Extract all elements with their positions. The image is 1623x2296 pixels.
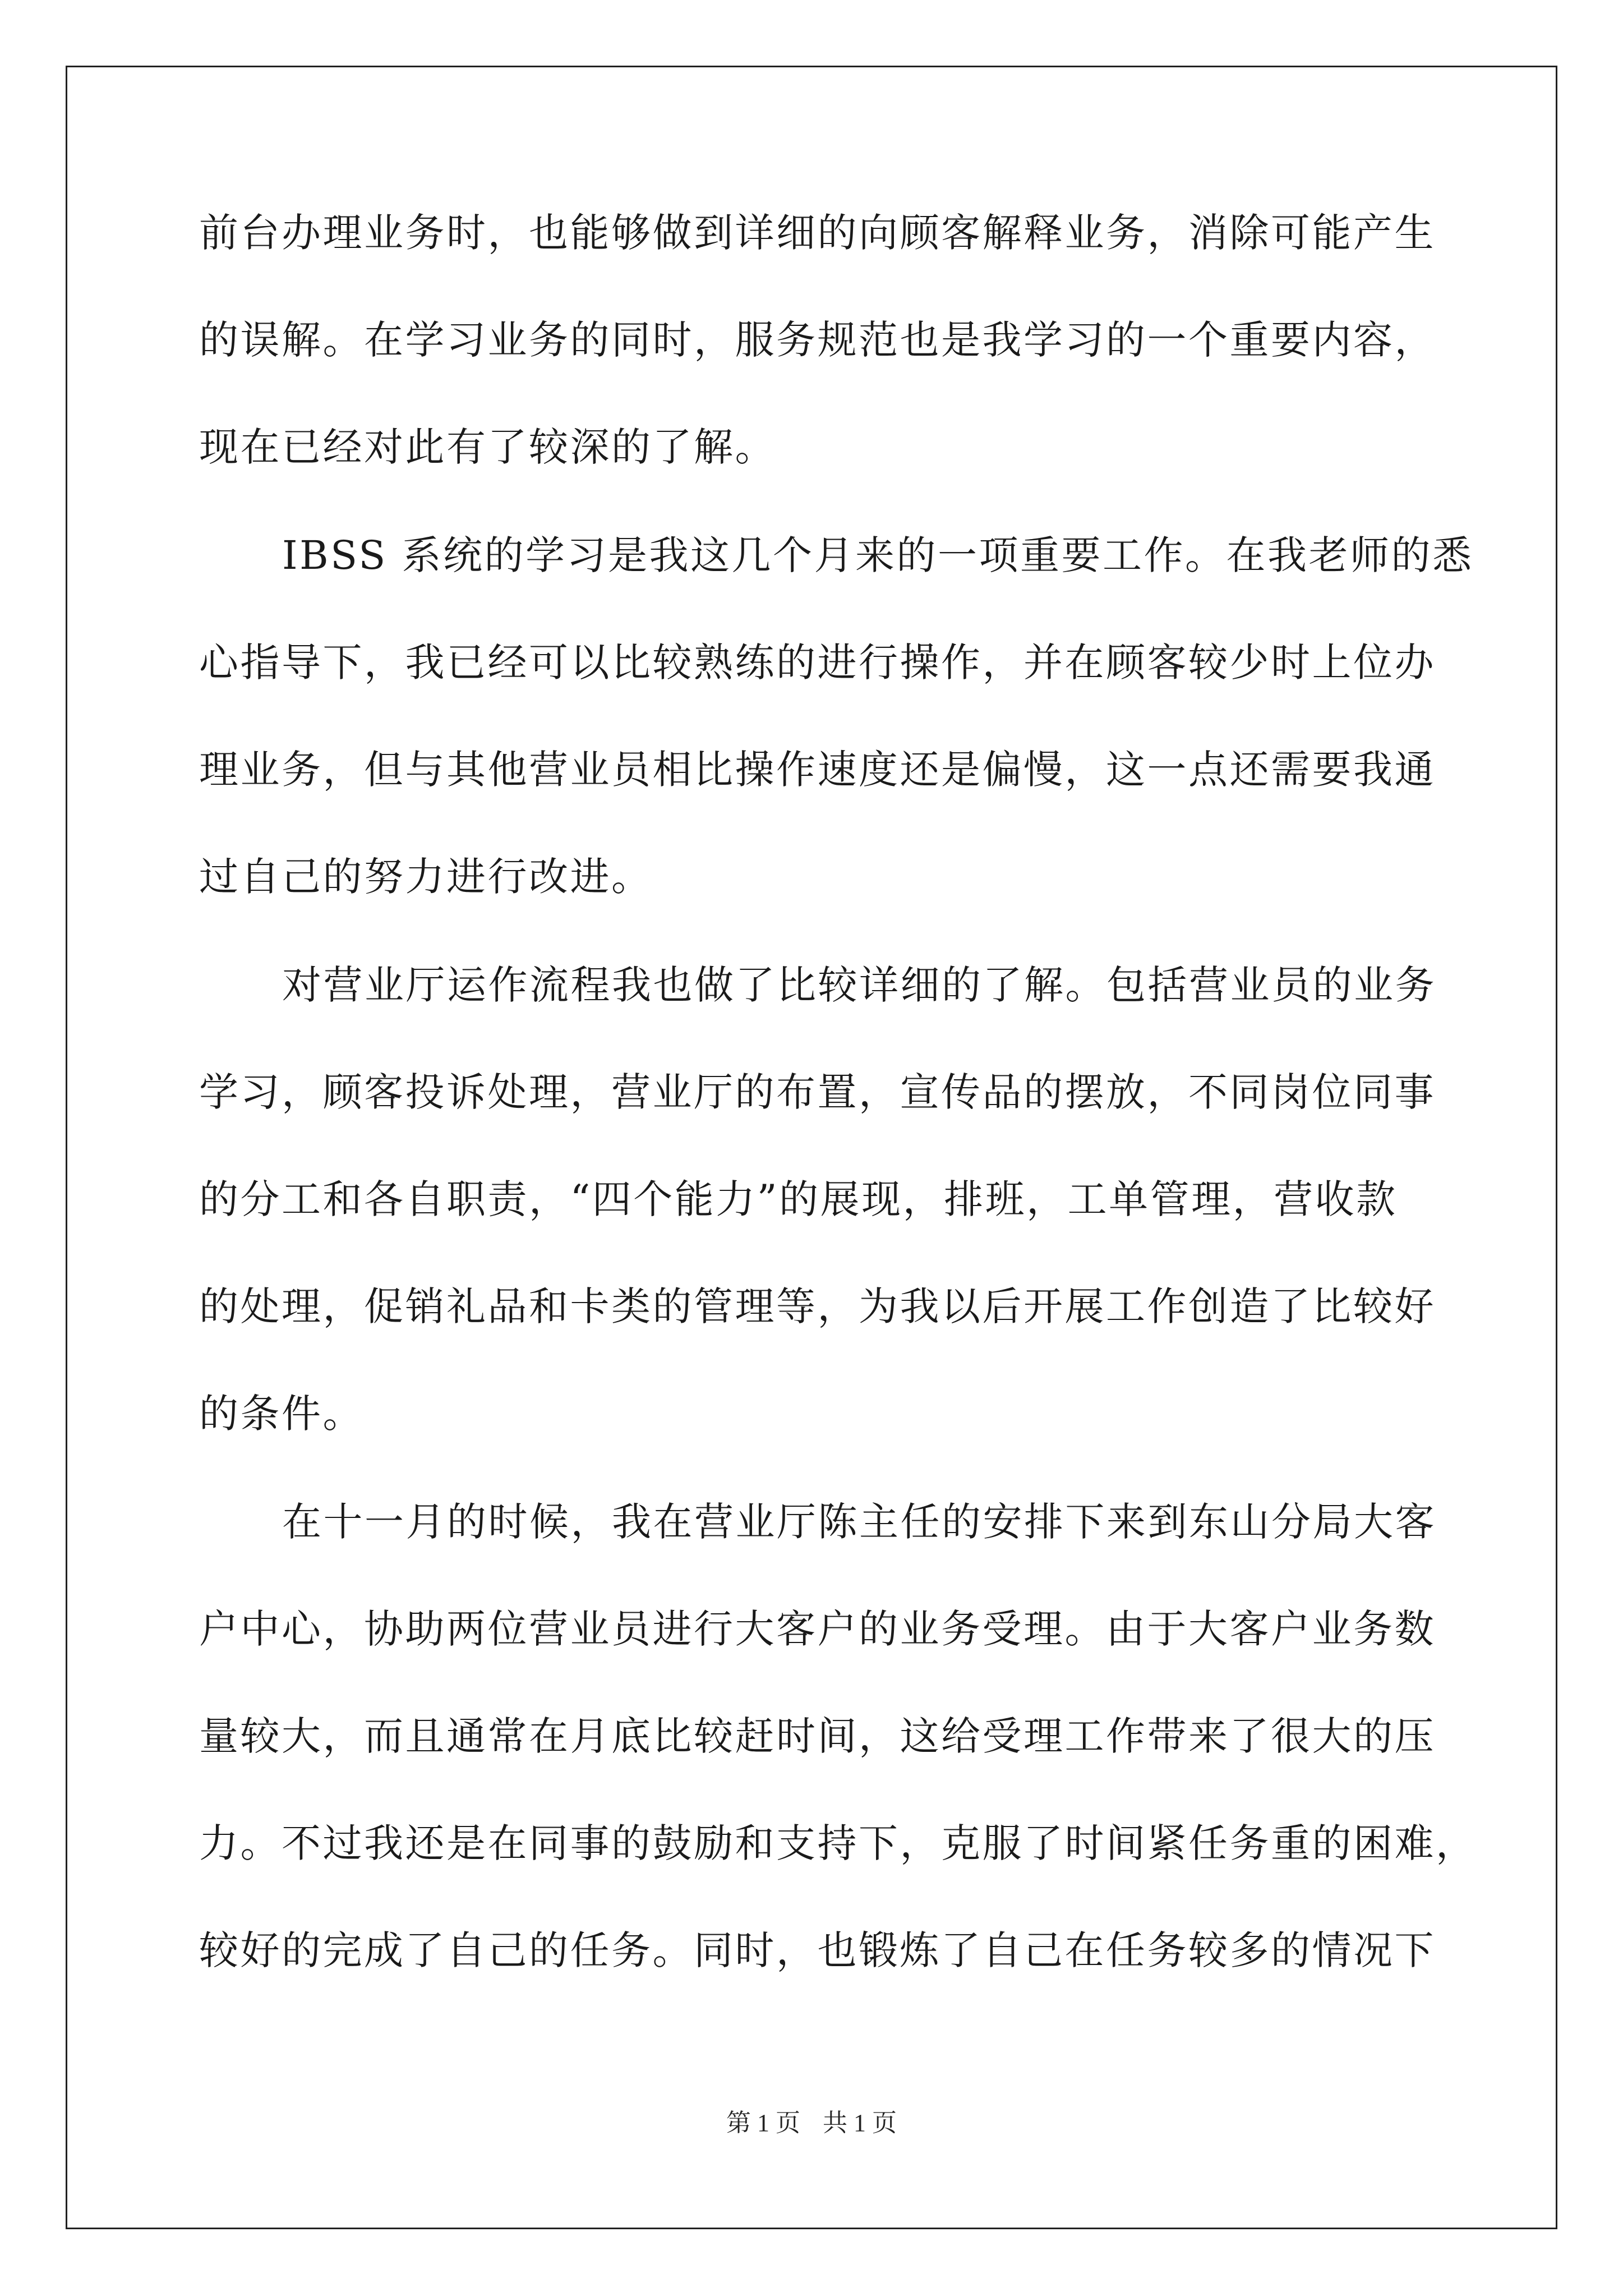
text-line: 心指导下，我已经可以比较熟练的进行操作，并在顾客较少时上位办: [199, 639, 1436, 685]
paragraph-first-line: 对营业厅运作流程我也做了比较详细的了解。包括营业员的业务: [282, 962, 1436, 1008]
text-line: 学习，顾客投诉处理，营业厅的布置，宣传品的摆放，不同岗位同事: [199, 1069, 1436, 1115]
page-footer: [0, 2109, 1623, 2137]
text-line: 现在已经对此有了较深的了解。: [199, 424, 776, 470]
paragraph-first-line: IBSS 系统的学习是我这几个月来的一项重要工作。在我老师的悉: [282, 532, 1474, 578]
text-line: 的分工和各自职责，“四个能力”的展现，排班，工单管理，营收款: [199, 1176, 1398, 1222]
paragraph-first-line: 在十一月的时候，我在营业厅陈主任的安排下来到东山分局大客: [282, 1499, 1436, 1545]
text-line: 理业务，但与其他营业员相比操作速度还是偏慢，这一点还需要我通: [199, 747, 1436, 793]
text-line: 的条件。: [199, 1391, 364, 1437]
text-line: 力。不过我还是在同事的鼓励和支持下，克服了时间紧任务重的困难，: [199, 1820, 1477, 1866]
text-line: 量较大，而且通常在月底比较赶时间，这给受理工作带来了很大的压: [199, 1713, 1436, 1759]
text-line: 的处理，促销礼品和卡类的管理等，为我以后开展工作创造了比较好: [199, 1283, 1436, 1329]
page-border: [66, 66, 1557, 2229]
text-line: 过自己的努力进行改进。: [199, 854, 653, 900]
page-total: 共 1 页: [823, 2109, 897, 2137]
text-line: 前台办理业务时，也能够做到详细的向顾客解释业务，消除可能产生: [199, 210, 1436, 256]
text-line: 的误解。在学习业务的同时，服务规范也是我学习的一个重要内容，: [199, 317, 1436, 363]
page-number: 第 1 页: [726, 2109, 800, 2137]
text-line: 户中心，协助两位营业员进行大客户的业务受理。由于大客户业务数: [199, 1606, 1436, 1652]
text-line: 较好的完成了自己的任务。同时，也锻炼了自己在任务较多的情况下: [199, 1927, 1436, 1973]
